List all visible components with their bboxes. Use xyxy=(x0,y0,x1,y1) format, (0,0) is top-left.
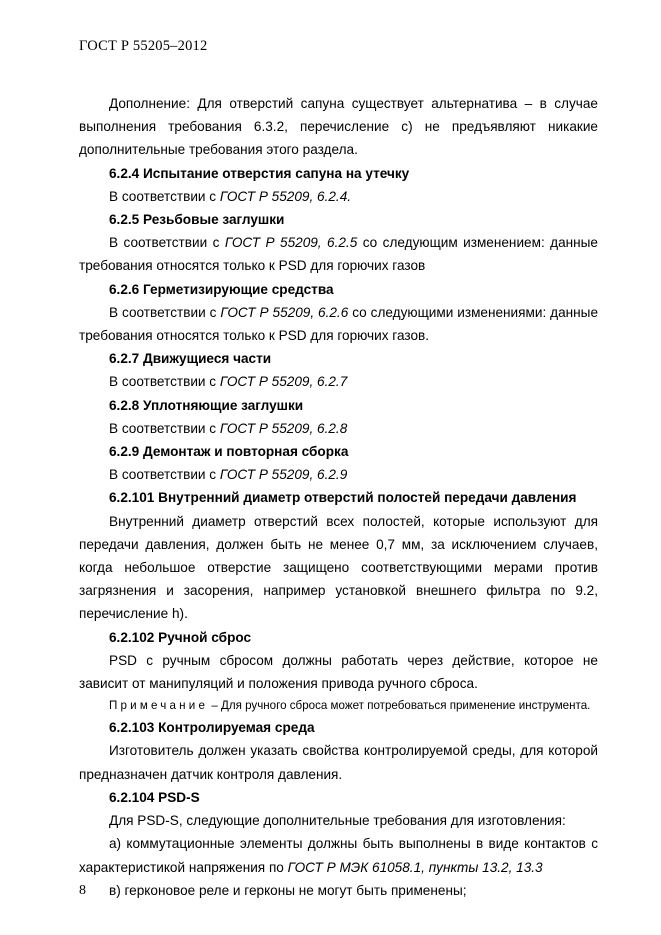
section-text-6-2-103: Изготовитель должен указать свойства контролируемой среды, для которой предназначен датчик контроля давления. xyxy=(79,743,598,782)
list-item-a xyxy=(79,832,598,878)
reference-lead: В соответствии с xyxy=(109,235,225,251)
standard-reference: ГОСТ Р МЭК 61058.1, пункты 13.2, 13.3 xyxy=(287,859,543,875)
section-text-6-2-6 xyxy=(79,301,598,347)
section-text-6-2-5 xyxy=(79,231,598,277)
reference-tail: со следующими изменениями: данные требования относятся только к PSD для горючих газов. xyxy=(79,304,599,344)
document-header: ГОСТ Р 55205–2012 xyxy=(79,38,208,54)
reference-lead: В соответствии с xyxy=(109,467,220,483)
section-heading-6-2-101: 6.2.101 Внутренний диаметр отверстий полостей передачи давления xyxy=(109,490,577,506)
standard-reference: ГОСТ Р 55209, 6.2.5 xyxy=(224,235,358,251)
section-heading-6-2-5: 6.2.5 Резьбовые заглушки xyxy=(109,212,285,228)
list-item-a-text: а) коммутационные элементы должны быть выполнены в виде контактов с характеристикой напряжения по xyxy=(79,836,598,875)
reference-tail: со следующим изменением: данные требования относятся только к PSD для горючих газов xyxy=(79,235,598,274)
section-text-6-2-8 xyxy=(79,417,598,440)
section-heading-6-2-8: 6.2.8 Уплотняющие заглушки xyxy=(109,397,304,413)
page-number: 8 xyxy=(79,883,86,898)
section-text-6-2-102: PSD с ручным сбросом должны работать через действие, которое не зависит от манипуляций и положения привода ручного сброса. xyxy=(79,652,598,692)
reference-lead: В соответствии с xyxy=(109,420,220,436)
supplement-paragraph: Дополнение: Для отверстий сапуна существует альтернатива – в случае выполнения требования 6.3.2, перечисление с) не предъявляют никакие дополнительные требования этого раздела. xyxy=(79,96,598,158)
standard-reference: ГОСТ Р 55209, 6.2.8 xyxy=(219,420,348,436)
section-text-6-2-9 xyxy=(79,463,598,486)
section-heading-6-2-103: 6.2.103 Контролируемая среда xyxy=(109,720,315,736)
standard-reference: ГОСТ Р 55209, 6.2.7 xyxy=(219,374,348,390)
section-heading-6-2-104: 6.2.104 PSD-S xyxy=(109,789,200,805)
reference-lead: В соответствии с xyxy=(109,374,220,390)
note-label: Примечание xyxy=(109,699,209,713)
standard-reference: ГОСТ Р 55209, 6.2.9 xyxy=(219,467,348,483)
standard-reference: ГОСТ Р 55209, 6.2.6 xyxy=(220,304,349,320)
section-text-6-2-4 xyxy=(79,185,598,208)
section-text-6-2-7 xyxy=(79,370,598,393)
section-heading-6-2-102: 6.2.102 Ручной сброс xyxy=(109,629,252,645)
list-item-b: в) герконовое реле и герконы не могут быть применены; xyxy=(109,882,467,898)
section-heading-6-2-4: 6.2.4 Испытание отверстия сапуна на утечку xyxy=(109,165,410,181)
section-heading-6-2-6: 6.2.6 Герметизирующие средства xyxy=(109,281,334,297)
document-body xyxy=(79,92,598,902)
section-heading-6-2-9: 6.2.9 Демонтаж и повторная сборка xyxy=(109,444,349,460)
section-intro-6-2-104: Для PSD-S, следующие дополнительные требования для изготовления: xyxy=(109,813,566,829)
note-text: – Для ручного сброса может потребоваться применение инструмента. xyxy=(208,699,591,713)
note-paragraph xyxy=(79,695,598,716)
section-heading-6-2-7: 6.2.7 Движущиеся части xyxy=(109,351,272,367)
standard-reference: ГОСТ Р 55209, 6.2.4. xyxy=(219,188,352,204)
reference-lead: В соответствии с xyxy=(109,188,220,204)
reference-lead: В соответствии с xyxy=(109,304,221,320)
section-text-6-2-101: Внутренний диаметр отверстий всех полостей, которые используют для передачи давления, должен быть не менее 0,7 мм, за исключением случаев, когда небольшое отверстие защищено соответствующими мерами против загрязнения и засорения, например установкой внешнего фильтра по 9.2, перечисление h). xyxy=(79,513,598,622)
